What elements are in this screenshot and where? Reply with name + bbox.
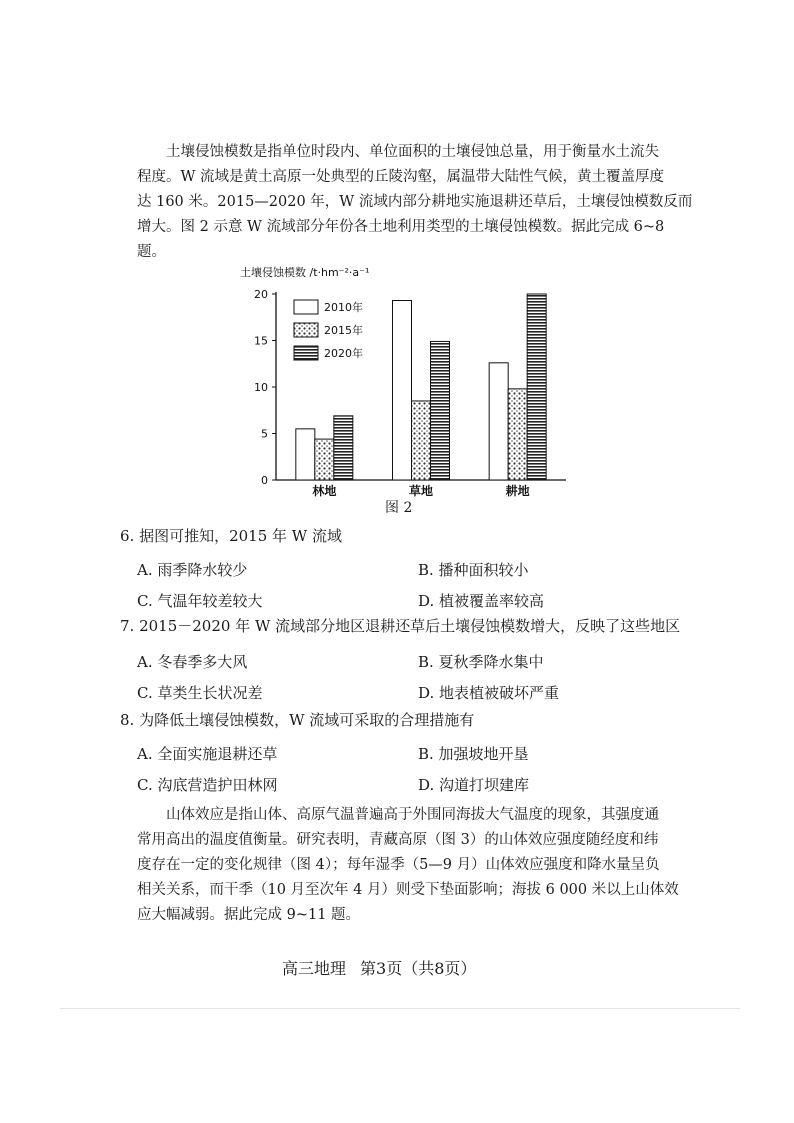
q6-option-a[interactable]: A. 雨季降水较少: [137, 561, 248, 579]
legend-label: 2020年: [324, 347, 363, 360]
x-category-label: 林地: [312, 484, 337, 498]
q6-option-c[interactable]: C. 气温年较差较大: [137, 592, 263, 610]
bar: [334, 416, 353, 480]
q8-option-b[interactable]: B. 加强坡地开垦: [418, 745, 529, 763]
legend-label: 2015年: [324, 324, 363, 337]
intro-paragraph-2: [137, 803, 697, 928]
intro1-line: 题。: [137, 244, 166, 260]
bar: [315, 439, 334, 480]
legend-swatch: [294, 323, 318, 337]
bar: [412, 401, 431, 480]
legend-label: 2010年: [324, 301, 363, 314]
footer-subject: 高三地理: [282, 959, 347, 978]
intro2-line: 应大幅减弱。据此完成 9~11 题。: [137, 907, 361, 923]
question-6-stem: 6. 据图可推知，2015 年 W 流域: [120, 527, 342, 545]
legend-swatch: [294, 300, 318, 314]
q7-option-d[interactable]: D. 地表植被破坏严重: [418, 684, 560, 702]
q6-option-b[interactable]: B. 播种面积较小: [418, 561, 529, 579]
intro2-line: 相关关系，而干季（10 月至次年 4 月）则受下垫面影响；海拔 6 000 米以上山体效: [137, 882, 679, 898]
footer-page-number: 第3页（共8页）: [360, 959, 477, 978]
q7-option-a[interactable]: A. 冬春季多大风: [137, 653, 248, 671]
intro1-line: 程度。W 流域是黄土高原一处典型的丘陵沟壑，属温带大陆性气候，黄土覆盖厚度: [137, 169, 665, 185]
q7-option-c[interactable]: C. 草类生长状况差: [137, 684, 263, 702]
scan-edge-line: [60, 1008, 740, 1009]
bar: [431, 341, 450, 480]
erosion-bar-chart: [228, 262, 568, 502]
x-category-label: 草地: [408, 484, 434, 498]
y-tick-label: 15: [254, 334, 268, 348]
bar: [393, 301, 412, 480]
legend-swatch: [294, 346, 318, 360]
y-tick-label: 0: [261, 474, 268, 487]
page-footer: [282, 956, 490, 979]
bar: [489, 363, 508, 480]
x-category-label: 耕地: [505, 484, 530, 498]
q8-option-c[interactable]: C. 沟底营造护田林网: [137, 776, 278, 794]
y-tick-label: 5: [261, 427, 268, 441]
plot-area: [254, 288, 566, 498]
y-axis-label: 土壤侵蚀模数 /t·hm⁻²·a⁻¹: [240, 266, 370, 279]
intro1-line: 达 160 米。2015—2020 年，W 流域内部分耕地实施退耕还草后，土壤侵蚀模数反而: [137, 194, 693, 210]
bar: [296, 429, 315, 480]
intro2-line: 度存在一定的变化规律（图 4）；每年湿季（5—9 月）山体效应强度和降水量呈负: [137, 857, 660, 873]
intro1-line: 增大。图 2 示意 W 流域部分年份各土地利用类型的土壤侵蚀模数。据此完成 6~8: [137, 219, 665, 235]
q6-option-d[interactable]: D. 植被覆盖率较高: [418, 592, 545, 610]
intro1-line: 土壤侵蚀模数是指单位时段内、单位面积的土壤侵蚀总量，用于衡量水土流失: [166, 144, 659, 160]
bar: [527, 294, 546, 480]
question-7-stem: 7. 2015－2020 年 W 流域部分地区退耕还草后土壤侵蚀模数增大，反映了这些地区: [120, 617, 681, 635]
figure-caption: 图 2: [385, 500, 413, 516]
q8-option-d[interactable]: D. 沟道打坝建库: [418, 776, 530, 794]
q8-option-a[interactable]: A. 全面实施退耕还草: [137, 745, 278, 763]
y-tick-label: 10: [254, 381, 268, 394]
bar: [508, 389, 527, 480]
q7-option-b[interactable]: B. 夏秋季降水集中: [418, 653, 544, 671]
question-8-stem: 8. 为降低土壤侵蚀模数，W 流域可采取的合理措施有: [120, 711, 475, 729]
y-tick-label: 20: [254, 288, 268, 301]
intro2-line: 常用高出的温度值衡量。研究表明，青藏高原（图 3）的山体效应强度随经度和纬: [137, 832, 659, 848]
intro-paragraph-1: [137, 140, 697, 265]
intro2-line: 山体效应是指山体、高原气温普遍高于外围同海拔大气温度的现象，其强度通: [166, 807, 659, 823]
